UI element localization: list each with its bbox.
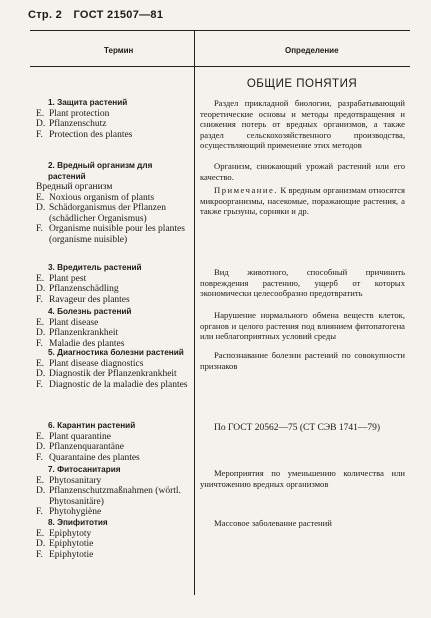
- lang-code: F.: [36, 452, 43, 463]
- term-entry-3: [36, 263, 190, 305]
- term-translation: Pflanzenschutz: [49, 119, 107, 129]
- term-entry-5: [36, 348, 190, 390]
- term-translation: Pflanzenschädling: [49, 284, 119, 294]
- term-translation: Ravageur des plantes: [49, 294, 130, 305]
- section-title: ОБЩИЕ ПОНЯТИЯ: [246, 78, 358, 90]
- term-translation: Maladie des plantes: [49, 338, 125, 349]
- definition-entry-2: [200, 161, 405, 217]
- term-translation: Protection des plantes: [49, 129, 133, 140]
- term-translation: Noxious organism of plants: [49, 192, 155, 203]
- term-title: Фитосанитария: [57, 465, 121, 474]
- term-title: Карантин растений: [57, 421, 136, 430]
- lang-code: F.: [36, 379, 43, 390]
- lang-code: D.: [36, 442, 46, 452]
- definition-note: [200, 185, 405, 217]
- term-translation: Diagnostic de la maladie des plantes: [49, 379, 188, 390]
- definition-entry-7: [200, 468, 405, 489]
- definition-text: Организм, снижающий урожай растений или его качество.: [200, 161, 405, 182]
- term-translation: Plant disease diagnostics: [49, 358, 144, 369]
- lang-code: D.: [36, 284, 46, 294]
- term-translation: Organisme nuisible pour les plantes (organisme nuisible): [49, 224, 185, 245]
- lang-code: D.: [36, 369, 46, 379]
- term-entry-4: [36, 307, 190, 349]
- term-title: Эпифитотия: [57, 518, 108, 527]
- term-translation: Pflanzenquarantäne: [49, 442, 124, 452]
- term-title: Вредный организм для растений: [48, 161, 153, 181]
- lang-code: E.: [36, 475, 45, 486]
- entry-number: 7.: [48, 465, 55, 474]
- lang-code: F.: [36, 507, 43, 517]
- standard-number: ГОСТ 21507—81: [73, 9, 164, 21]
- lang-code: E.: [36, 273, 45, 284]
- entry-number: 4.: [48, 307, 55, 316]
- term-entry-7: [36, 465, 190, 518]
- lang-code: D.: [36, 486, 46, 496]
- lang-code: F.: [36, 224, 43, 234]
- definition-text: Мероприятия по уменьшению количества или уничтожению вредных организмов: [200, 468, 405, 489]
- term-translation: Plant pest: [49, 273, 87, 284]
- term-entry-1: [36, 98, 190, 140]
- definition-text: Нарушение нормального обмена веществ клеток, органов и целого растения под влиянием фитопатогена или неблагоприятных условий среды: [200, 310, 405, 341]
- term-synonym: Вредный организм: [36, 182, 113, 192]
- entry-number: 2.: [48, 161, 55, 170]
- entry-number: 6.: [48, 421, 55, 430]
- term-entry-8: [36, 518, 190, 560]
- definition-entry-5: [200, 350, 405, 371]
- lang-code: D.: [36, 539, 46, 549]
- term-entry-2: [36, 161, 190, 245]
- note-text: К вредным организмам относятся микроорганизмы, насекомые, поражающие растения, а также грызуны, сорняки и др.: [200, 185, 405, 216]
- table-top-rule: [30, 30, 410, 31]
- term-translation: Plant protection: [49, 108, 110, 119]
- lang-code: E.: [36, 358, 45, 369]
- column-divider: [194, 30, 195, 595]
- definition-text: Распознавание болезни растений по совокупности признаков: [200, 350, 405, 371]
- definition-entry-8: [200, 518, 405, 529]
- page-header: [28, 9, 171, 21]
- term-translation: Plant disease: [49, 317, 99, 328]
- entry-number: 3.: [48, 263, 55, 272]
- lang-code: E.: [36, 192, 45, 203]
- note-label: Примечание.: [214, 185, 278, 195]
- term-translation: Phytohygiène: [49, 507, 102, 517]
- definition-text: Вид животного, способный причинить повреждения растению, ущерб от которых экономически целесообразно предотвратить: [200, 267, 405, 298]
- definition-entry-3: [200, 267, 405, 299]
- term-translation: Pflanzenschutzmaßnahmen (wörtl. Phytosanitäre): [49, 486, 181, 507]
- definition-entry-6: [200, 423, 405, 434]
- term-translation: Plant quarantine: [49, 431, 111, 442]
- term-title: Диагностика болезни растений: [57, 348, 184, 357]
- lang-code: D.: [36, 119, 46, 129]
- definition-entry-4: [200, 310, 405, 342]
- term-title: Защита растений: [57, 98, 128, 107]
- term-translation: Phytosanitary: [49, 475, 102, 486]
- term-translation: Diagnostik der Pflanzenkrankheit: [49, 369, 177, 379]
- term-title: Вредитель растений: [57, 263, 142, 272]
- lang-code: E.: [36, 108, 45, 119]
- term-translation: Quarantaine des plantes: [49, 452, 140, 463]
- entry-number: 8.: [48, 518, 55, 527]
- lang-code: F.: [36, 294, 43, 305]
- term-title: Болезнь растений: [57, 307, 132, 316]
- term-translation: Pflanzenkrankheit: [49, 328, 119, 338]
- lang-code: F.: [36, 338, 43, 349]
- lang-code: E.: [36, 528, 45, 539]
- table-header-rule: [30, 66, 410, 67]
- lang-code: E.: [36, 317, 45, 328]
- definition-text: Раздел прикладной биологии, разрабатывающий теоретические основы и методы предотвращения и снижения потерь от вредных организмов, а также раздел сельскохозяйственного производства, осуществляющий применение этих методов: [200, 98, 405, 150]
- lang-code: D.: [36, 328, 46, 338]
- lang-code: D.: [36, 203, 46, 213]
- entry-number: 5.: [48, 348, 55, 357]
- lang-code: E.: [36, 431, 45, 442]
- definition-entry-1: [200, 98, 405, 151]
- lang-code: F.: [36, 129, 43, 140]
- definition-text: По ГОСТ 20562—75 (СТ СЭВ 1741—79): [214, 423, 381, 433]
- definition-text: Массовое заболевание растений: [214, 518, 332, 528]
- column-header-definition: Определение: [285, 46, 339, 55]
- term-entry-6: [36, 421, 190, 463]
- page-number: Стр. 2: [28, 9, 63, 21]
- lang-code: F.: [36, 549, 43, 560]
- entry-number: 1.: [48, 98, 55, 107]
- term-translation: Epiphytotie: [49, 549, 94, 560]
- term-translation: Schädorganismus der Pflanzen (schädlicher Organismus): [49, 203, 166, 224]
- term-translation: Epiphytoty: [49, 528, 92, 539]
- column-header-term: Термин: [104, 46, 134, 55]
- term-translation: Epiphytotie: [49, 539, 94, 549]
